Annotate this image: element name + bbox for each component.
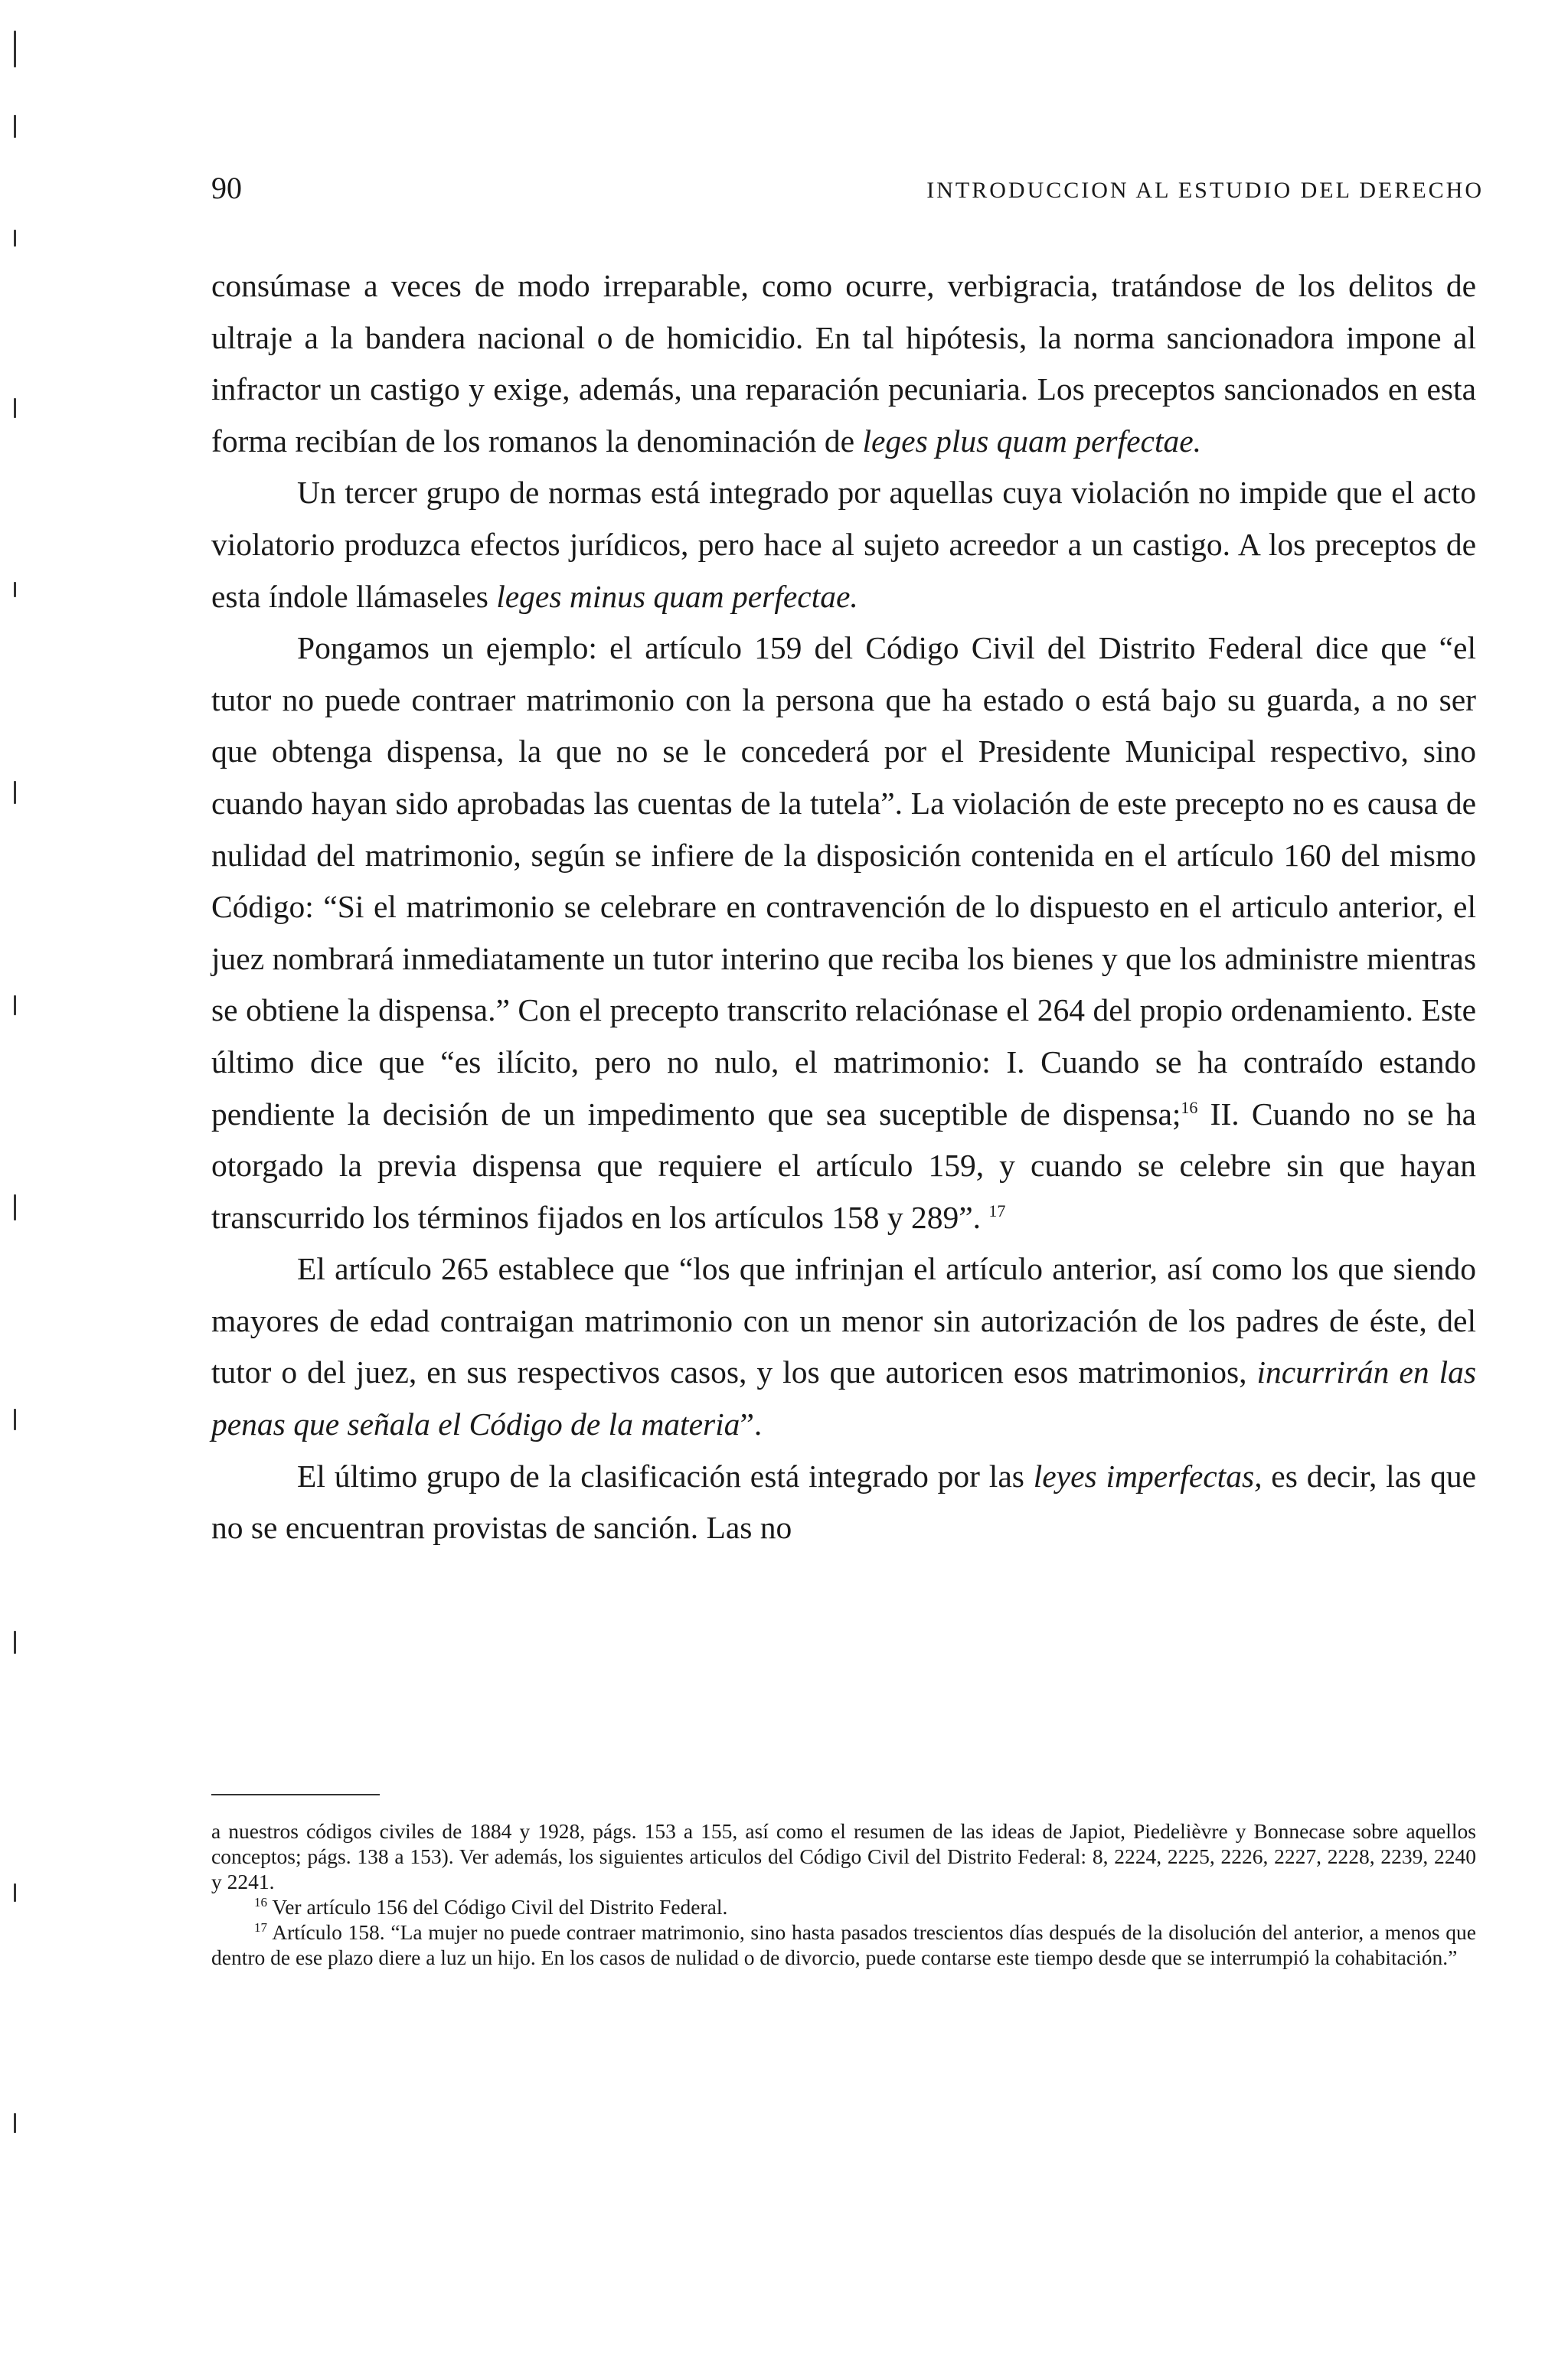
scan-edge-mark xyxy=(14,995,16,1015)
scan-edge-mark xyxy=(14,1631,16,1654)
scan-edge-mark xyxy=(14,31,16,67)
paragraph-text: Pongamos un ejemplo: el artículo 159 del Código Civil del Distrito Federal dice que “el tutor no puede contraer matrimonio con la persona que ha estado o está bajo su guarda, a no ser que obtenga dispensa, la que no se le concederá por el Presidente Municipal respectivo, sino cuando hayan sido aprobadas las cuentas de la tutela”. La violación de este precepto no es causa de nulidad del matrimonio, según se infiere de la disposición contenida en el artículo 160 del mismo Código: “Si el matrimonio se celebrare en contravención de lo dispuesto en el articulo anterior, el juez nombrará inmediatamente un tutor interino que reciba los bienes y que los administre mientras se obtiene la dispensa.” Con el precepto transcrito relaciónase el 264 del propio ordenamiento. Este último dice que “es ilícito, pero no nulo, el matrimonio: I. Cuando se ha contraído estando pendiente la decisión de un impedimento que sea suceptible de dispensa; xyxy=(211,630,1476,1132)
paragraph-text: consúmase a veces de modo irreparable, como ocurre, verbigracia, tratándose de los delitos de ultraje a la bandera nacional o de homicidio. En tal hipótesis, la norma sancionadora impone al infractor un castigo y exige, además, una reparación pecuniaria. Los preceptos sancionados en esta forma recibían de los romanos la denominación de xyxy=(211,268,1476,459)
paragraph xyxy=(211,1243,1476,1450)
footnote-divider xyxy=(211,1794,380,1795)
footnote-16 xyxy=(211,1894,1476,1919)
footnote-continuation: a nuestros códigos civiles de 1884 y 1928, págs. 153 a 155, así como el resumen de las ideas de Japiot, Piedelièvre y Bonnecase sobre aquellos conceptos; págs. 138 a 153). Ver además, los siguientes articulos del Código Civil del Distrito Federal: 8, 2224, 2225, 2226, 2227, 2228, 2239, 2240 y 2241. xyxy=(211,1819,1476,1893)
scan-edge-mark xyxy=(14,398,16,418)
paragraph xyxy=(211,467,1476,622)
scan-edge-mark xyxy=(14,1194,16,1220)
footnote-text: Artículo 158. “La mujer no puede contraer matrimonio, sino hasta pasados trescientos días después de la disolución del anterior, a menos que dentro de ese plazo diere a luz un hijo. En los casos de nulidad o de divorcio, puede contarse este tiempo desde que se interrumpió la cohabitación.” xyxy=(211,1920,1476,1969)
latin-term: leges minus quam perfectae. xyxy=(496,578,858,614)
footnote-17 xyxy=(211,1919,1476,1970)
emphasized-text: incurrirán en las penas que señala el Código de la materia xyxy=(211,1354,1477,1442)
scan-edge-mark xyxy=(14,2113,16,2133)
latin-term: leges plus quam perfectae. xyxy=(862,423,1202,459)
scan-edge-mark xyxy=(14,781,16,804)
paragraph xyxy=(211,260,1476,467)
paragraph-text: El último grupo de la clasificación está integrado por las xyxy=(297,1458,1034,1494)
footnote-ref-17: 17 xyxy=(988,1201,1006,1220)
scan-edge-mark xyxy=(14,582,16,597)
running-head: INTRODUCCION AL ESTUDIO DEL DERECHO xyxy=(926,178,1484,203)
body-text xyxy=(211,260,1476,1554)
scan-edge-mark xyxy=(14,115,16,138)
paragraph xyxy=(211,622,1476,1243)
footnote-number: 16 xyxy=(254,1894,267,1910)
page-number: 90 xyxy=(211,171,242,205)
scan-edge-mark xyxy=(14,1883,16,1902)
footnotes xyxy=(211,1818,1476,1970)
footnote-ref-16: 16 xyxy=(1181,1097,1198,1117)
paragraph-text: Un tercer grupo de normas está integrado por aquellas cuya violación no impide que el acto violatorio produzca efectos jurídicos, pero hace al sujeto acreedor a un castigo. A los preceptos de esta índole llámaseles xyxy=(211,475,1476,614)
paragraph xyxy=(211,1451,1476,1554)
paragraph-text: El artículo 265 establece que “los que infrinjan el artículo anterior, así como los que siendo mayores de edad contraigan matrimonio con un menor sin autorización de los padres de éste, del tutor o del juez, en sus respectivos casos, y los que autoricen esos matrimonios, xyxy=(211,1251,1476,1390)
emphasized-text: leyes imperfectas, xyxy=(1033,1458,1263,1494)
scan-edge-mark xyxy=(14,1409,16,1430)
paragraph-text: es decir, las que no se encuentran provistas de sanción. Las no xyxy=(211,1458,1476,1546)
footnote-text: Ver artículo 156 del Código Civil del Distrito Federal. xyxy=(272,1895,728,1919)
paragraph-text: II. Cuando no se ha otorgado la previa dispensa que requiere el artículo 159, y cuando se celebre sin que hayan transcurrido los términos fijados en los artículos 158 y 289”. xyxy=(211,1096,1476,1235)
scan-edge-mark xyxy=(14,230,16,247)
footnote-number: 17 xyxy=(254,1919,267,1935)
paragraph-text: ”. xyxy=(740,1406,763,1442)
